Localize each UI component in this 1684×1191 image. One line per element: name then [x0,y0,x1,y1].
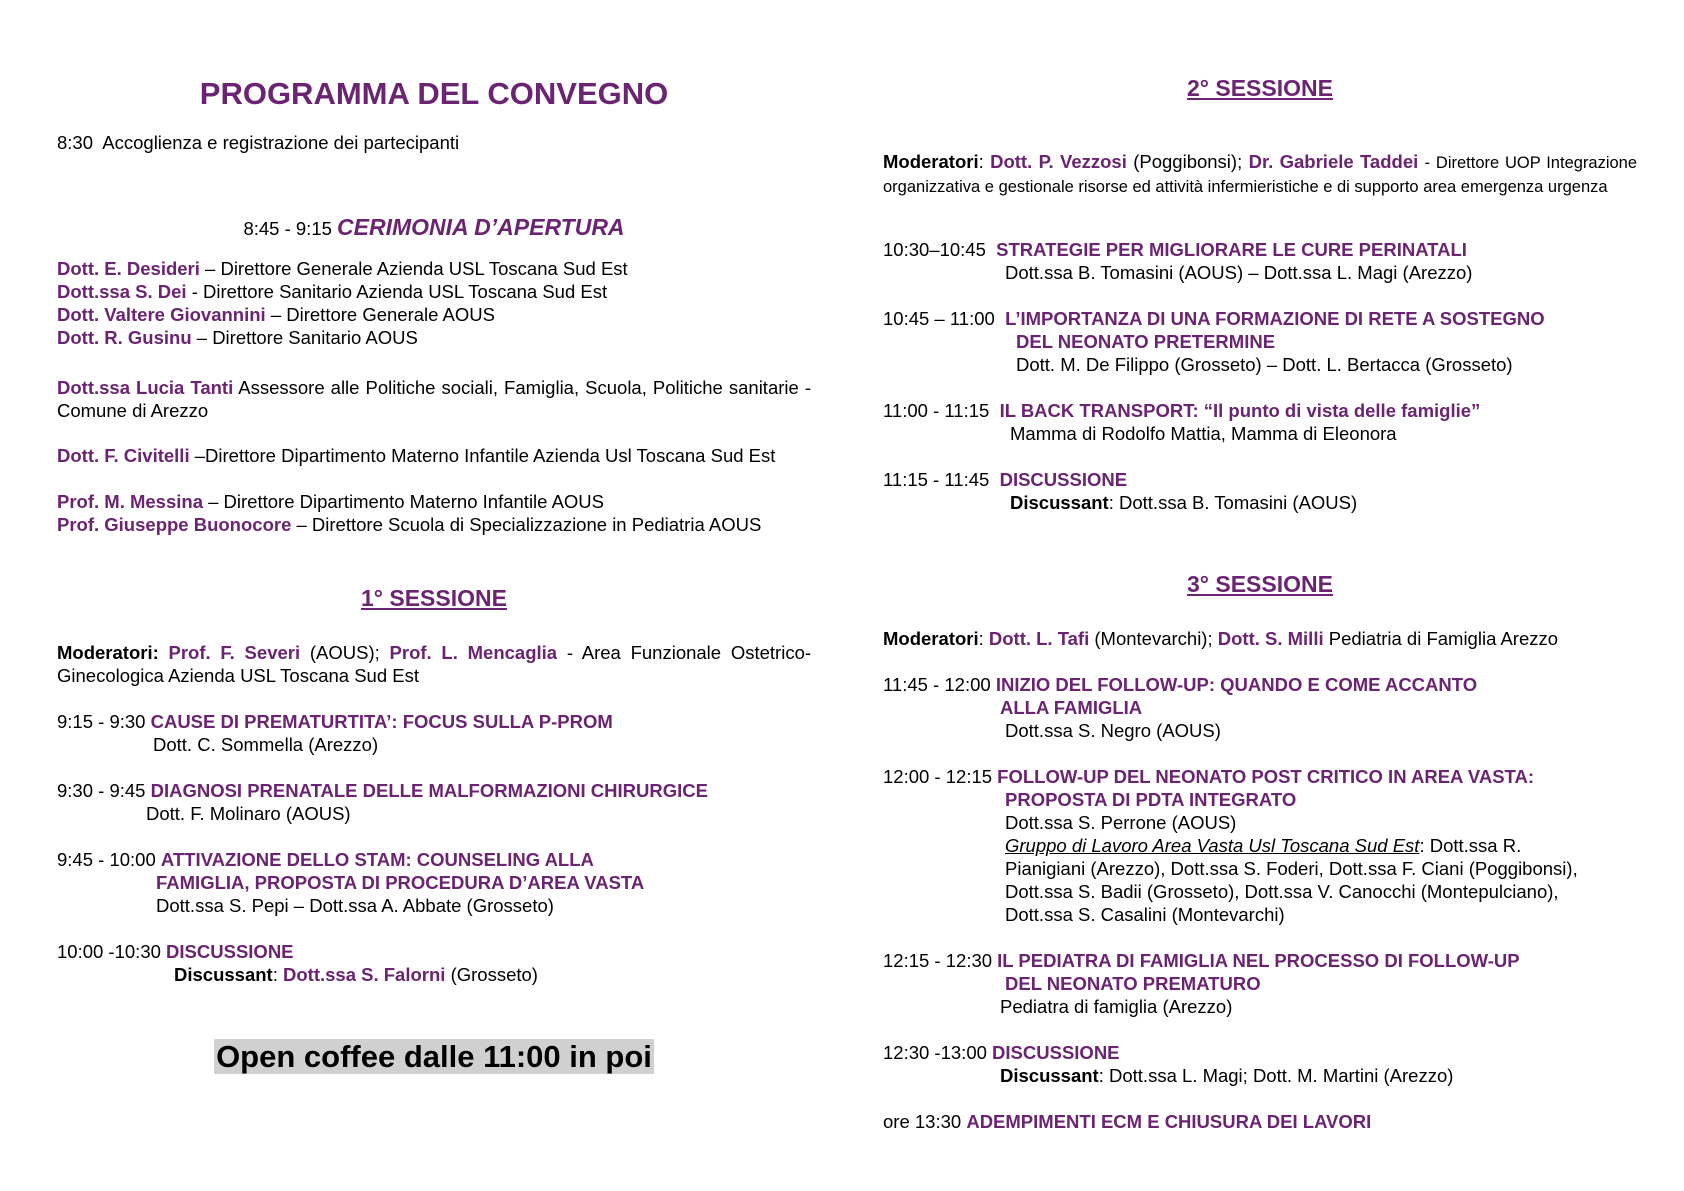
session1-moderators [57,641,811,687]
ceremony-person [57,444,811,467]
moderator-name: Prof. F. Severi [168,642,301,663]
moderators-label: Moderatori: [57,642,159,663]
ceremony-title: CERIMONIA D’APERTURA [337,214,625,240]
talk-time: 12:15 - 12:30 [883,950,993,971]
discussant-label: Discussant [1000,1065,1099,1086]
talk-item [883,238,1637,284]
group-label: Gruppo di Lavoro Area Vasta Usl Toscana Sud Est [1005,835,1420,856]
group-members: : Dott.ssa R. [1419,835,1522,856]
discussion-title: DISCUSSIONE [992,1042,1120,1063]
session3-heading: 3° SESSIONE [1187,571,1333,597]
discussion-time: 12:30 -13:00 [883,1042,987,1063]
talk-time: 9:15 - 9:30 [57,711,146,732]
group-members: Dott.ssa S. Badii (Grosseto), Dott.ssa V. Canocchi (Montepulciano), [1005,881,1559,902]
moderator-aff: Pediatria di Famiglia Arezzo [1328,628,1559,649]
ceremony-person [57,376,811,422]
talk-time: 12:00 - 12:15 [883,766,993,787]
person-name: Dott. R. Gusinu [57,327,192,348]
person-name: Dott. E. Desideri [57,258,200,279]
welcome-text: Accoglienza e registrazione dei partecipanti [102,132,460,153]
talk-item [57,848,811,917]
person-role: – Direttore Dipartimento Materno Infantile AOUS [208,491,604,512]
talk-speakers: Mamma di Rodolfo Mattia, Mamma di Eleonora [1010,423,1397,444]
person-role: – Direttore Generale Azienda USL Toscana Sud Est [205,258,628,279]
discussant-text: : Dott.ssa B. Tomasini (AOUS) [1108,492,1358,513]
moderator-name: Dr. Gabriele Taddei [1248,151,1419,172]
ceremony-person [57,513,811,536]
talk-title-cont: ALLA FAMIGLIA [1000,697,1143,718]
session2-moderators: Moderatori: Dott. P. Vezzosi (Poggibonsi); Dr. Gabriele Taddei - Direttore UOP Integrazione organizzativa e gestionale risorse ed attività infermieristiche e di supporto area emergenza urgenza [883,151,1638,196]
talk-speakers: Dott. M. De Filippo (Grosseto) – Dott. L. Bertacca (Grosseto) [1016,354,1513,375]
talk-speakers: Dott. F. Molinaro (AOUS) [146,803,351,824]
talk-speakers: Dott.ssa S. Perrone (AOUS) [1005,812,1237,833]
talk-title: INIZIO DEL FOLLOW-UP: QUANDO E COME ACCANTO [995,674,1478,695]
talk-time: 9:30 - 9:45 [57,780,146,801]
closing-time: ore 13:30 [883,1111,962,1132]
ceremony-person [57,257,811,280]
talk-title: IL PEDIATRA DI FAMIGLIA NEL PROCESSO DI FOLLOW-UP [997,950,1520,971]
moderator-name: Dott. S. Milli [1217,628,1324,649]
talk-title-cont: FAMIGLIA, PROPOSTA DI PROCEDURA D’AREA VASTA [156,872,645,893]
person-name: Dott. Valtere Giovannini [57,304,266,325]
talk-title: IL BACK TRANSPORT: “Il punto di vista delle famiglie” [999,400,1481,421]
moderators-label: Moderatori [883,628,979,649]
discussant-label: Discussant [174,964,273,985]
talk-title: DIAGNOSI PRENATALE DELLE MALFORMAZIONI CHIRURGICE [150,780,708,801]
ceremony-list [57,257,811,349]
group-members: Pianigiani (Arezzo), Dott.ssa S. Foderi, Dott.ssa F. Ciani (Poggibonsi), [1005,858,1578,879]
talk-time: 10:30–10:45 [883,239,986,260]
person-role: - Direttore Sanitario Azienda USL Toscana Sud Est [191,281,608,302]
moderators-label: Moderatori [883,151,979,172]
person-name: Prof. Giuseppe Buonocore [57,514,292,535]
person-name: Dott. F. Civitelli [57,445,190,466]
talk-speakers: Dott.ssa B. Tomasini (AOUS) – Dott.ssa L. Magi (Arezzo) [1005,262,1473,283]
coffee-text: Open coffee dalle 11:00 in poi [216,1039,652,1074]
discussion-time: 10:00 -10:30 [57,941,161,962]
person-name: Dott.ssa S. Dei [57,281,187,302]
talk-title: ATTIVAZIONE DELLO STAM: COUNSELING ALLA [160,849,594,870]
talk-item [883,673,1637,742]
talk-item [883,765,1637,926]
discussant-text: : Dott.ssa L. Magi; Dott. M. Martini (Arezzo) [1098,1065,1454,1086]
discussion-title: DISCUSSIONE [999,469,1128,490]
talk-title-cont: PROPOSTA DI PDTA INTEGRATO [1005,789,1297,810]
moderator-name: Dott. P. Vezzosi [990,151,1127,172]
person-name: Dott.ssa Lucia Tanti [57,377,234,398]
moderator-aff: (AOUS); [309,642,380,663]
session1-heading: 1° SESSIONE [361,585,507,611]
session3-moderators: Moderatori: Dott. L. Tafi (Montevarchi); Dott. S. Milli Pediatria di Famiglia Arezzo [883,628,1559,649]
talk-time: 10:45 – 11:00 [883,308,995,329]
page-title: PROGRAMMA DEL CONVEGNO [199,76,669,111]
talk-title: FOLLOW-UP DEL NEONATO POST CRITICO IN AREA VASTA: [997,766,1534,787]
person-role: Assessore alle Politiche sociali, Famiglia, Scuola, Politiche sanitarie - Comune di Arezzo [57,377,812,421]
closing-title: ADEMPIMENTI ECM E CHIUSURA DEI LAVORI [966,1111,1372,1132]
talk-title-cont: DEL NEONATO PREMATURO [1005,973,1261,994]
talk-title: CAUSE DI PREMATURTITA’: FOCUS SULLA P-PROM [150,711,613,732]
session1-discussion: 10:00 -10:30 DISCUSSIONE Discussant: Dott.ssa S. Falorni (Grosseto) [57,941,538,985]
person-role: –Direttore Dipartimento Materno Infantile Azienda Usl Toscana Sud Est [194,445,776,466]
ceremony-heading [57,216,811,240]
talk-speakers: Dott.ssa S. Pepi – Dott.ssa A. Abbate (Grosseto) [156,895,554,916]
moderator-name: Prof. L. Mencaglia [389,642,558,663]
talk-item [883,949,1637,1018]
session3-discussion [883,1041,1637,1087]
talk-title-cont: DEL NEONATO PRETERMINE [1016,331,1276,352]
ceremony-person [57,280,811,303]
ceremony-person [57,326,811,349]
person-name: Prof. M. Messina [57,491,203,512]
talk-item [883,399,1637,445]
discussant-name: Dott.ssa S. Falorni [283,964,446,985]
talk-speakers: Dott.ssa S. Negro (AOUS) [1005,720,1221,741]
talk-speakers: Pediatra di famiglia (Arezzo) [1000,996,1233,1017]
person-role: – Direttore Scuola di Specializzazione in Pediatria AOUS [296,514,762,535]
talk-speakers: Dott. C. Sommella (Arezzo) [153,734,379,755]
talk-time: 11:45 - 12:00 [883,674,991,695]
moderator-aff: - Area Funzionale Ostetrico-Ginecologica Azienda USL Toscana Sud Est [57,642,812,686]
discussant-label: Discussant [1010,492,1109,513]
moderator-aff: (Montevarchi); [1094,628,1213,649]
talk-title: STRATEGIE PER MIGLIORARE LE CURE PERINATALI [996,239,1467,260]
session2-heading: 2° SESSIONE [1187,75,1333,101]
person-role: – Direttore Generale AOUS [270,304,495,325]
moderator-name: Dott. L. Tafi [988,628,1090,649]
welcome-row [57,131,811,154]
talk-item [57,779,811,825]
discussion-title: DISCUSSIONE [166,941,294,962]
discussant-aff: (Grosseto) [450,964,538,985]
ceremony-person [57,490,811,513]
moderator-aff: - Direttore UOP Integrazione organizzativa e gestionale risorse ed attività infermieristiche e di supporto area emergenza urgenza [883,154,1638,196]
ceremony-time: 8:45 - 9:15 [243,218,332,239]
welcome-time: 8:30 [57,132,94,153]
talk-title: L’IMPORTANZA DI UNA FORMAZIONE DI RETE A SOSTEGNO [1005,308,1545,329]
ceremony-person [57,303,811,326]
person-role: – Direttore Sanitario AOUS [196,327,418,348]
closing-row [883,1110,1637,1133]
talk-item [57,710,811,756]
coffee-note [57,1038,811,1076]
talk-time: 11:00 - 11:15 [883,400,990,421]
session2-discussion [883,468,1637,514]
talk-item [883,307,1637,376]
discussion-time: 11:15 - 11:45 [883,469,990,490]
group-members: Dott.ssa S. Casalini (Montevarchi) [1005,904,1285,925]
moderator-aff: (Poggibonsi); [1133,151,1243,172]
talk-time: 9:45 - 10:00 [57,849,156,870]
